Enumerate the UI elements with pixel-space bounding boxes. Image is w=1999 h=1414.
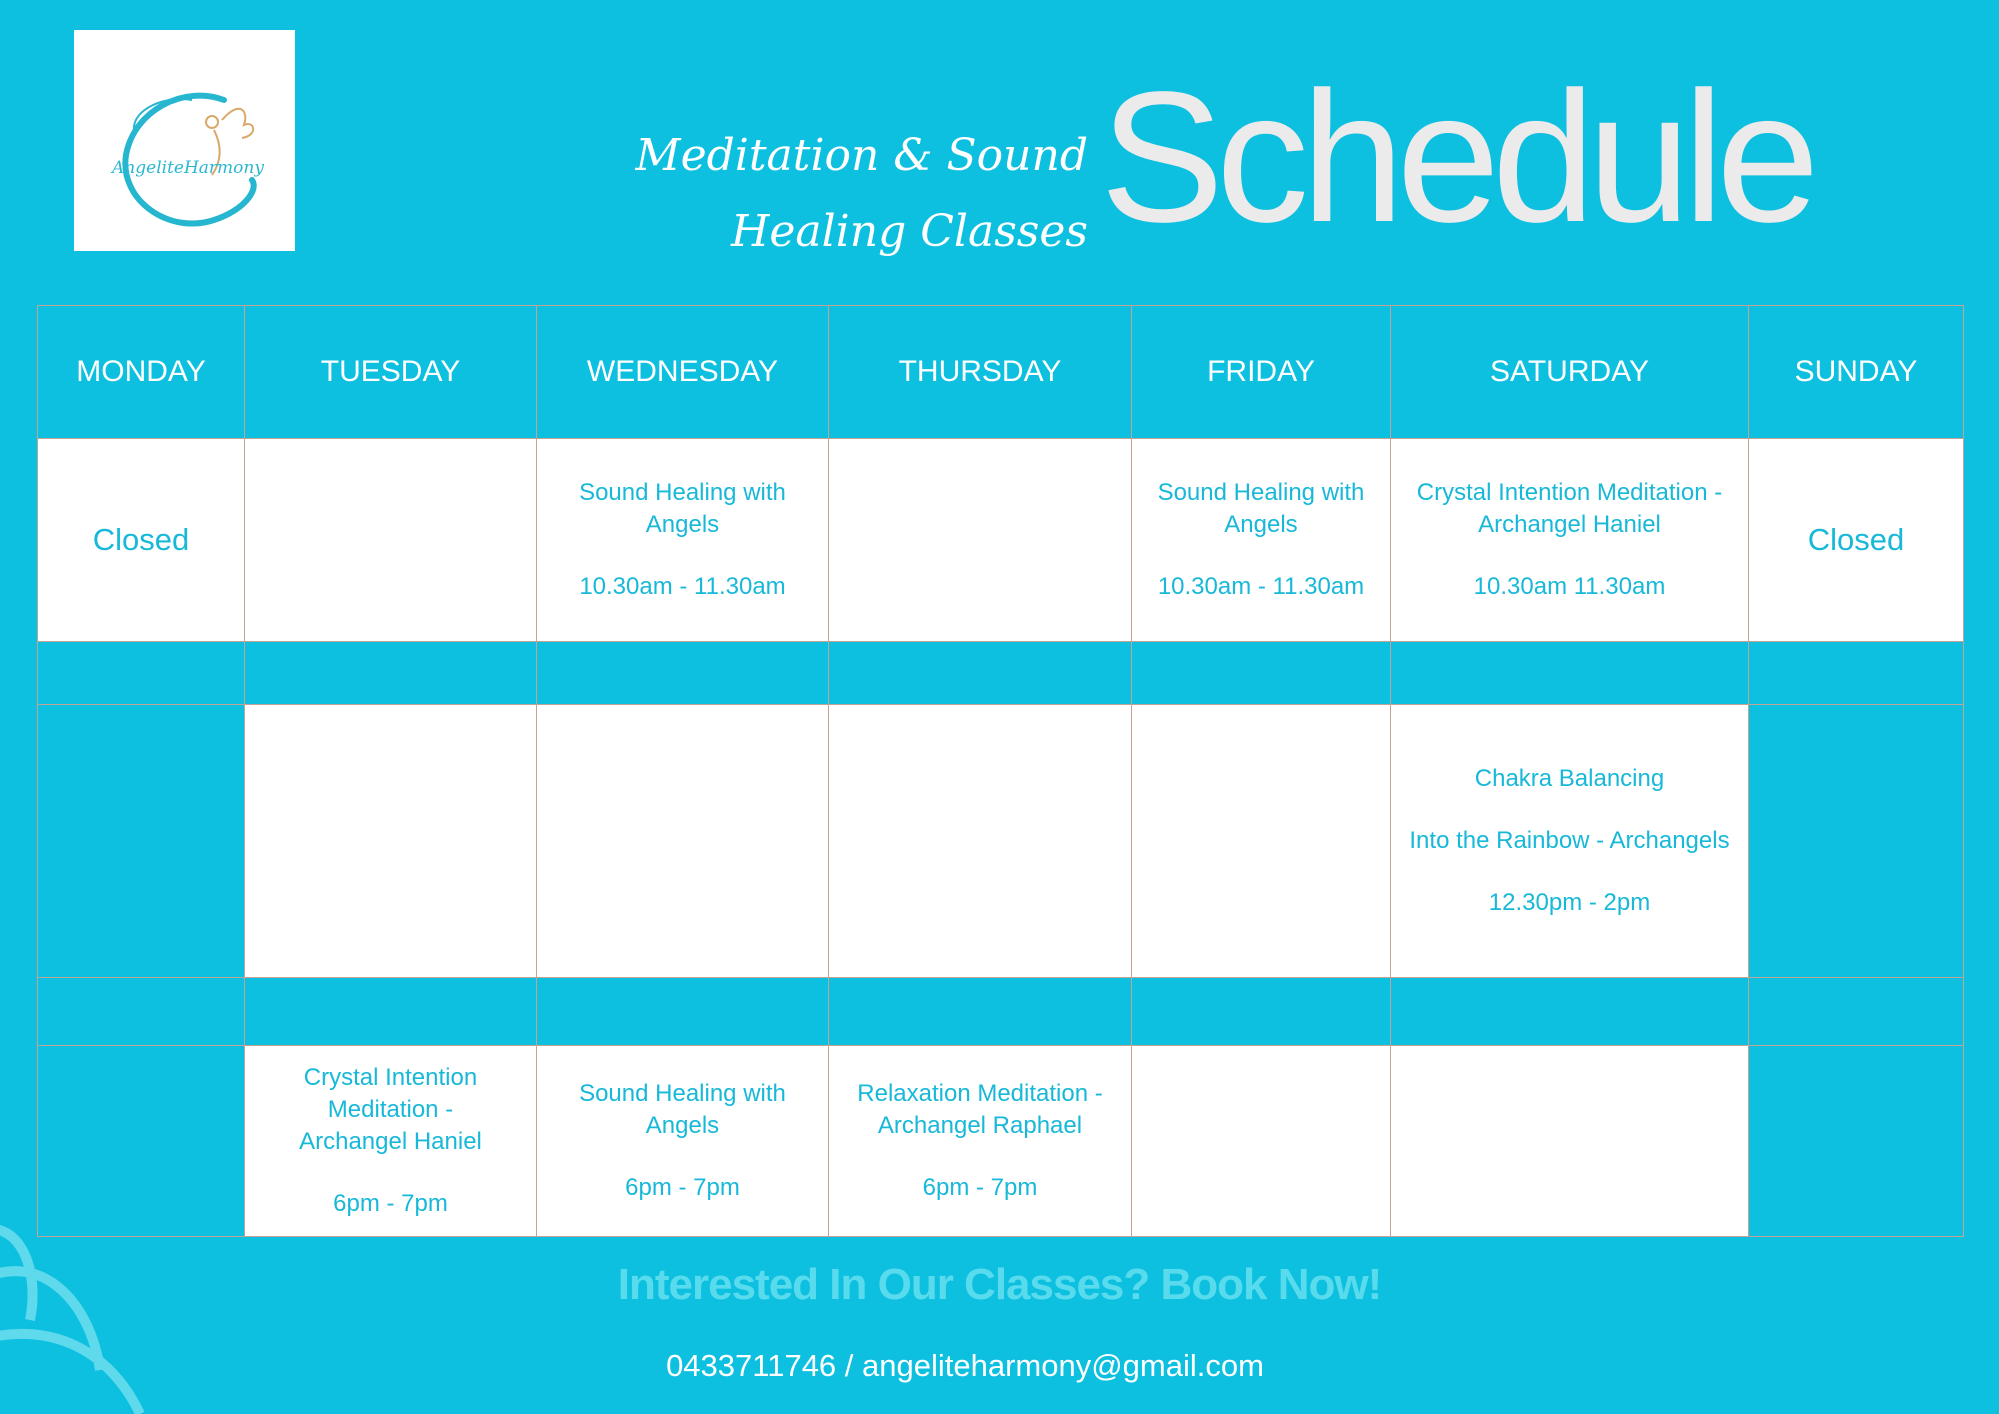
schedule-cell [1390, 977, 1749, 1046]
schedule-cell [244, 1045, 537, 1237]
class-info-line: 6pm - 7pm [333, 1190, 448, 1217]
schedule-cell [1748, 438, 1964, 642]
logo [74, 30, 295, 251]
subtitle-line-1: Meditation & Sound [635, 130, 1088, 181]
schedule-cell [828, 704, 1132, 978]
schedule-cell [1390, 1045, 1749, 1237]
class-info-line: Archangel Raphael [877, 1112, 1083, 1139]
day-header-friday: FRIDAY [1131, 305, 1391, 439]
schedule-cell [1748, 641, 1964, 705]
schedule-cell [828, 977, 1132, 1046]
class-info-line: 10.30am - 11.30am [1157, 573, 1365, 600]
class-info-line: Archangel Haniel [1478, 511, 1661, 538]
schedule-cell [536, 641, 829, 705]
schedule-cell [244, 641, 537, 705]
schedule-cell [1390, 438, 1749, 642]
logo-mark [74, 30, 295, 251]
class-info-line: 6pm - 7pm [625, 1174, 740, 1201]
class-info-line: Sound Healing with Angels [1157, 479, 1365, 538]
class-info-line: Crystal Intention Meditation - [1416, 479, 1723, 506]
class-info-line: Sound Healing with Angels [579, 1080, 786, 1139]
schedule-cell [536, 977, 829, 1046]
closed-label: Closed [1807, 522, 1905, 557]
schedule-cell [536, 438, 829, 642]
schedule-cell [37, 438, 245, 642]
booking-call-to-action: Interested In Our Classes? Book Now! [617, 1260, 1382, 1309]
schedule-cell [37, 641, 245, 705]
subtitle-line-2: Healing Classes [730, 206, 1088, 257]
contact-details: 0433711746 / angeliteharmony@gmail.com [666, 1348, 1264, 1383]
class-info-line: 10.30am 11.30am [1473, 573, 1666, 600]
subtitle [560, 118, 1088, 270]
day-header-tuesday: TUESDAY [244, 305, 537, 439]
schedule-cell [1748, 1045, 1964, 1237]
schedule-cell [1131, 1045, 1391, 1237]
schedule-cell [1131, 977, 1391, 1046]
schedule-cell [244, 704, 537, 978]
schedule-cell [1748, 977, 1964, 1046]
class-info-line: 6pm - 7pm [922, 1174, 1038, 1201]
day-header-monday: MONDAY [37, 305, 245, 439]
schedule-cell [1390, 704, 1749, 978]
class-info-line: 12.30pm - 2pm [1488, 889, 1651, 916]
schedule-cell [1131, 438, 1391, 642]
schedule-cell [37, 977, 245, 1046]
schedule-cell [536, 1045, 829, 1237]
day-header-wednesday: WEDNESDAY [536, 305, 829, 439]
class-info-line: Relaxation Meditation - [857, 1080, 1103, 1107]
class-info-line: Into the Rainbow - Archangels [1409, 827, 1730, 854]
class-info-line: 10.30am - 11.30am [579, 573, 786, 600]
logo-text: AngeliteHarmony [112, 158, 264, 178]
schedule-cell [37, 1045, 245, 1237]
day-header-thursday: THURSDAY [828, 305, 1132, 439]
page-title: Schedule [1100, 54, 1812, 261]
class-info-line: Archangel Haniel [299, 1128, 482, 1155]
schedule-cell [1131, 641, 1391, 705]
schedule-cell [828, 641, 1132, 705]
class-info-line: Sound Healing with Angels [579, 479, 786, 538]
schedule-cell [1131, 704, 1391, 978]
schedule-cell [1748, 704, 1964, 978]
class-info-line: Chakra Balancing [1474, 765, 1665, 792]
schedule-cell [37, 704, 245, 978]
schedule-cell [244, 977, 537, 1046]
schedule-cell [828, 1045, 1132, 1237]
schedule-cell [1390, 641, 1749, 705]
day-header-saturday: SATURDAY [1390, 305, 1749, 439]
class-info-line: Crystal Intention Meditation - [303, 1064, 478, 1123]
schedule-cell [536, 704, 829, 978]
closed-label: Closed [92, 522, 190, 557]
day-header-sunday: SUNDAY [1748, 305, 1964, 439]
schedule-cell [244, 438, 537, 642]
schedule-cell [828, 438, 1132, 642]
